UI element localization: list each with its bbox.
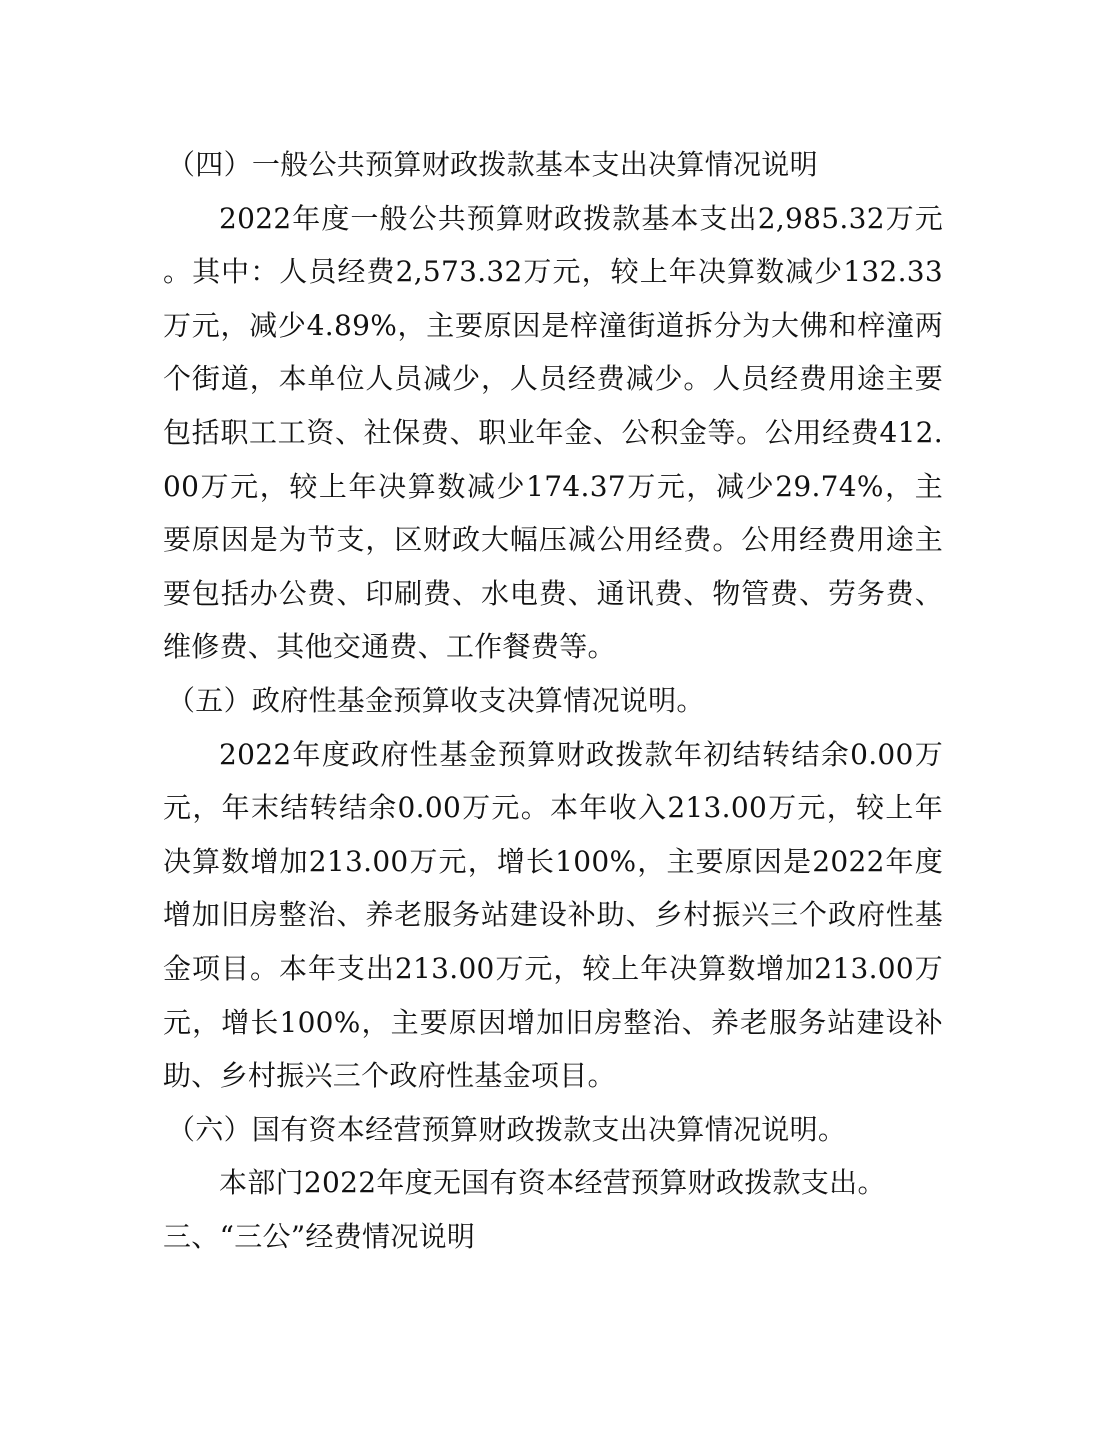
paragraph-state-capital: 本部门2022年度无国有资本经营预算财政拨款支出。 bbox=[219, 1166, 886, 1200]
paragraph-government-fund: 2022年度政府性基金预算财政拨款年初结转结余0.00万元，年末结转结余0.00万元。本年收入213.00万元，较上年决算数增加213.00万元，增长100%，主要原因是2022年度增加旧房整治、养老服务站建设补助、乡村振兴三个政府性基金项目。本年支出213.00万元，较上年决算数增加213.00万元，增长100%，主要原因增加旧房整治、养老服务站建设补助、乡村振兴三个政府性基金项目。 bbox=[163, 737, 943, 1093]
paragraph-basic-expenditure: 2022年度一般公共预算财政拨款基本支出2,985.32万元。其中：人员经费2,573.32万元，较上年决算数减少132.33万元，减少4.89%，主要原因是梓潼街道拆分为大佛和梓潼两个街道，本单位人员减少，人员经费减少。人员经费用途主要包括职工工资、社保费、职业年金、公积金等。公用经费412.00万元，较上年决算数减少174.37万元，减少29.74%，主要原因是为节支，区财政大幅压减公用经费。公用经费用途主要包括办公费、印刷费、水电费、通讯费、物管费、劳务费、维修费、其他交通费、工作餐费等。 bbox=[163, 201, 943, 664]
section-heading-4: （四）一般公共预算财政拨款基本支出决算情况说明 bbox=[167, 148, 818, 181]
document-body bbox=[163, 138, 943, 1263]
section-heading-three: 三、“三公”经费情况说明 bbox=[163, 1219, 476, 1253]
section-heading-5: （五）政府性基金预算收支决算情况说明。 bbox=[167, 683, 705, 717]
section-heading-6: （六）国有资本经营预算财政拨款支出决算情况说明。 bbox=[167, 1112, 847, 1146]
